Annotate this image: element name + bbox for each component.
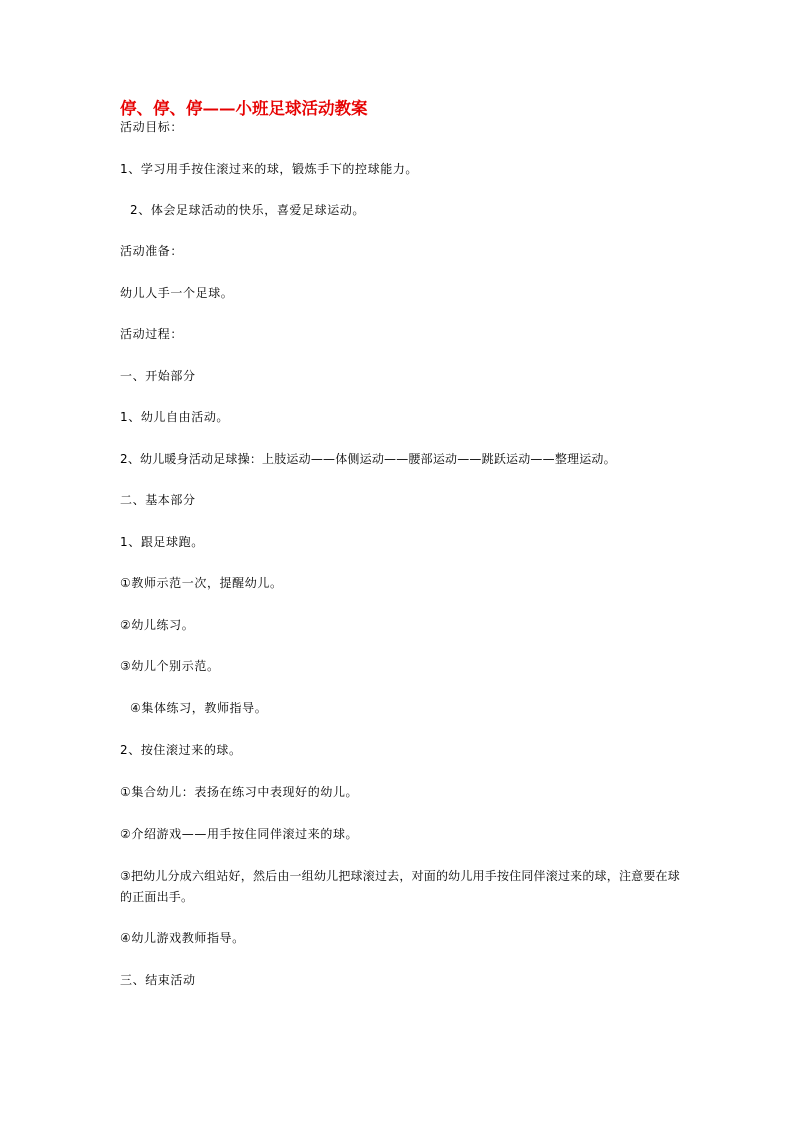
part2-item-1-a: ①教师示范一次，提醒幼儿。 bbox=[120, 576, 283, 590]
part2-item-2-a: ①集合幼儿：表扬在练习中表现好的幼儿。 bbox=[120, 785, 359, 799]
part2-item-2: 2、按住滚过来的球。 bbox=[120, 743, 242, 757]
part1-item-2: 2、幼儿暖身活动足球操：上肢运动——体侧运动——腰部运动——跳跃运动——整理运动。 bbox=[120, 452, 616, 466]
goal-item-1: 1、学习用手按住滚过来的球，锻炼手下的控球能力。 bbox=[120, 162, 419, 176]
part1-item-1: 1、幼儿自由活动。 bbox=[120, 410, 230, 424]
part2-item-1-b: ②幼儿练习。 bbox=[120, 618, 195, 632]
part2-item-1-d: ④集体练习，教师指导。 bbox=[130, 701, 268, 715]
prep-heading: 活动准备： bbox=[120, 244, 184, 258]
part2-item-2-d: ④幼儿游戏教师指导。 bbox=[120, 931, 245, 945]
goal-item-2: 2、体会足球活动的快乐，喜爱足球运动。 bbox=[130, 203, 366, 217]
part2-item-1: 1、跟足球跑。 bbox=[120, 535, 204, 549]
part2-item-2-b: ②介绍游戏——用手按住同伴滚过来的球。 bbox=[120, 827, 359, 841]
page-title: 停、停、停——小班足球活动教案 bbox=[120, 99, 368, 118]
prep-text: 幼儿人手一个足球。 bbox=[120, 286, 234, 300]
part2-heading: 二、基本部分 bbox=[120, 493, 196, 507]
goals-heading: 活动目标： bbox=[120, 120, 184, 134]
part3-heading: 三、结束活动 bbox=[120, 973, 196, 987]
part2-item-2-c: ③把幼儿分成六组站好，然后由一组幼儿把球滚过去，对面的幼儿用手按住同伴滚过来的球，注意要在球的正面出手。 bbox=[120, 869, 680, 904]
part2-item-1-c: ③幼儿个别示范。 bbox=[120, 659, 220, 673]
process-heading: 活动过程： bbox=[120, 327, 184, 341]
part1-heading: 一、开始部分 bbox=[120, 369, 196, 383]
